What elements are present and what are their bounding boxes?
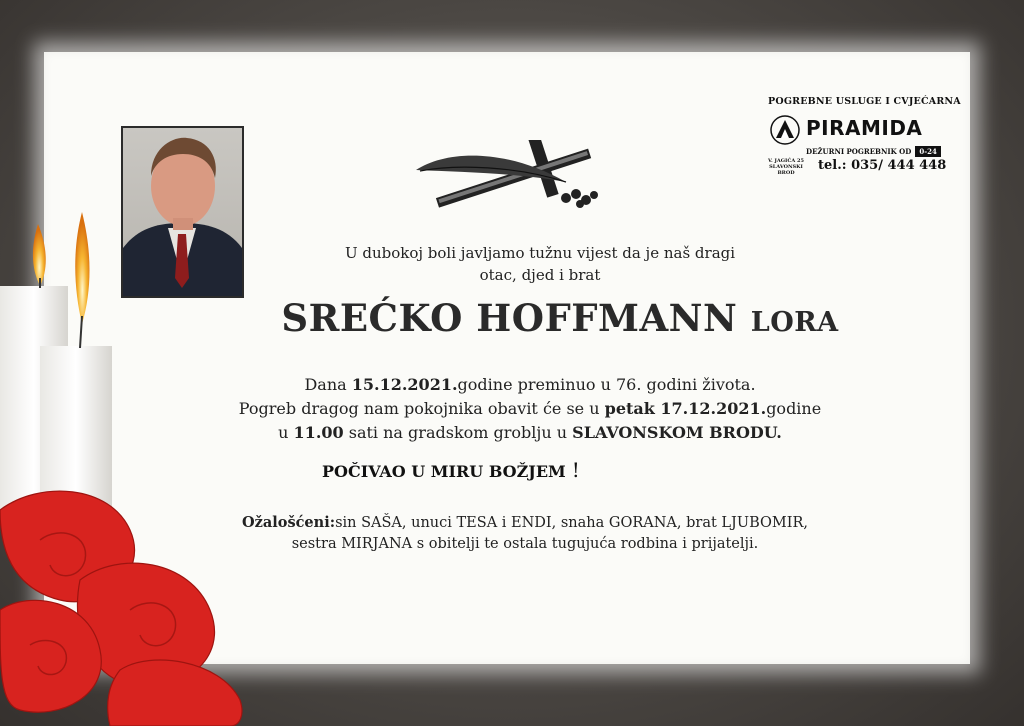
intro-line: otac, djed i brat <box>479 266 601 284</box>
funeral-date-line: Pogreb dragog nam pokojnika obavit će se u petak 17.12.2021.godine <box>238 399 822 418</box>
mourners-line: sestra MIRJANA s obitelji te ostala tugujuća rodbina i prijatelji. <box>291 536 759 552</box>
flame-icon <box>75 212 89 324</box>
flame-icon <box>33 224 46 286</box>
deceased-name: SREĆKO HOFFMANN LORA <box>281 296 839 340</box>
deceased-nickname: LORA <box>750 307 839 338</box>
cross-and-palm-icon <box>416 140 606 218</box>
funeral-home-duty: DEŽURNI POGREBNIK OD 0-24 <box>806 146 941 157</box>
mourners-line: Ožalošćeni:sin SAŠA, unuci TESA i ENDI, snaha GORANA, brat LJUBOMIR, <box>242 514 808 531</box>
funeral-home-name: PIRAMIDA <box>806 116 923 140</box>
death-date-line: Dana 15.12.2021.godine preminuo u 76. godini života. <box>304 375 756 394</box>
duty-hours-badge: 0-24 <box>915 146 941 157</box>
funeral-home-address: V. JAGIĆA 25 SLAVONSKI BROD <box>768 158 804 176</box>
announcement-intro <box>280 242 800 286</box>
funeral-place-line: u 11.00 sati na gradskom groblju u SLAVONSKOM BRODU. <box>278 423 782 442</box>
funeral-details <box>130 373 930 445</box>
deceased-portrait <box>121 126 244 298</box>
intro-line: U dubokoj boli javljamo tužnu vijest da je naš dragi <box>344 244 736 262</box>
candles-illustration <box>0 140 130 520</box>
funeral-home-phone: tel.: 035/ 444 448 <box>818 158 947 173</box>
pyramid-emblem-icon <box>768 114 802 146</box>
funeral-home-tagline: POGREBNE USLUGE I CVJEĆARNA <box>768 96 961 107</box>
rest-in-peace: POČIVAO U MIRU BOŽJEM ! <box>322 458 580 482</box>
mourners-list <box>150 512 900 555</box>
